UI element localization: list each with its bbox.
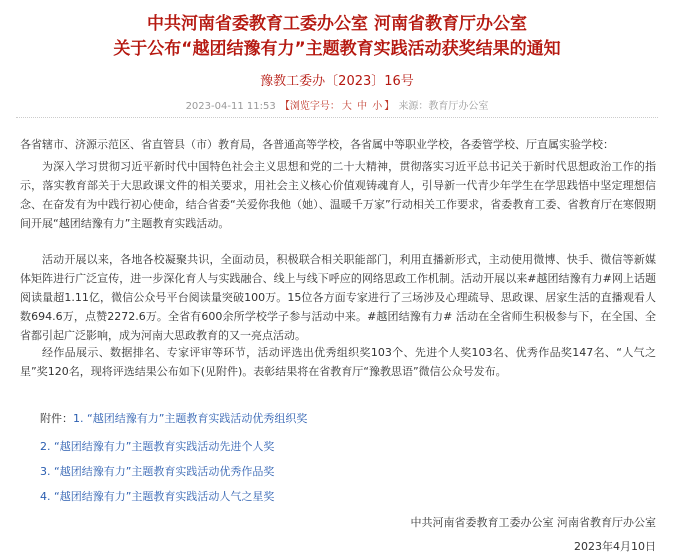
attachment-link-3[interactable]: 3. “越团结豫有力”主题教育实践活动优秀作品奖 [40, 465, 275, 478]
font-size-small-button[interactable]: 小 [372, 101, 383, 112]
font-size-medium-button[interactable]: 中 [357, 101, 368, 112]
article-source: 来源：教育厅办公室 [398, 101, 489, 112]
issue-date: 2023年4月10日 [574, 540, 656, 553]
header-divider [16, 117, 658, 118]
document-number: 豫教工委办〔2023〕16号 [260, 74, 414, 89]
publish-datetime: 2023-04-11 11:53 [185, 101, 276, 112]
attachment-link-4[interactable]: 4. “越团结豫有力”主题教育实践活动人气之星奖 [40, 490, 275, 503]
attachments-label: 附件： [40, 412, 73, 425]
article-meta [0, 97, 674, 112]
font-size-label: 【浏览字号： [279, 101, 340, 112]
attachment-link-1[interactable]: 1. “越团结豫有力”主题教育实践活动优秀组织奖 [73, 412, 308, 425]
attachment-row-4 [40, 489, 274, 505]
body-paragraph-2: 活动开展以来，各地各校凝聚共识，全面动员，积极联合相关职能部门，利用直播新形式，主动使用微博、快手、微信等新媒体矩阵进行广泛宣传，进一步深化育人与实践融合、线上与线下呼应的网络思政工作机制。活动开展以来#越团结豫有力#网上话题阅读量超1.11亿，微信公众号平台阅读量突破100万。15位各方面专家进行了三场涉及心理疏导、思政课、居家生活的直播观看人数694.6万，点赞2272.6万。全省有600余所学校学子参与活动中来。#越团结豫有力# 活动在全省师生积极参与下，在全国、全省都引起广泛影响，成为河南大思政教育的又一亮点活动。 [20, 253, 656, 342]
page-title-line-1: 中共河南省委教育工委办公室 河南省教育厅办公室 [147, 14, 527, 34]
font-size-big-button[interactable]: 大 [341, 101, 352, 112]
attachment-link-2[interactable]: 2. “越团结豫有力”主题教育实践活动先进个人奖 [40, 440, 275, 453]
body-paragraph-1: 为深入学习贯彻习近平新时代中国特色社会主义思想和党的二十大精神，贯彻落实习近平总书记关于新时代思想政治工作的指示，落实教育部关于大思政课文件的相关要求，用社会主义核心价值观铸魂育人，引导新一代青少年学生在学思践悟中坚定理想信念、在奋发有为中践行初心使命，结合省委“关爱你我他（她）、温暖千万家”行动相关工作要求，省委教育工委、省教育厅在寒假期间开展“越团结豫有力”主题教育实践活动。 [20, 160, 656, 230]
body-paragraph-3: 经作品展示、数据排名、专家评审等环节，活动评选出优秀组织奖103个、先进个人奖103名、优秀作品奖147名、“人气之星”奖120名，现将评选结果公布如下(见附件)。表彰结果将在省教育厅“豫教思语”微信公众号发布。 [20, 346, 656, 378]
font-size-close-bracket: 】 [384, 101, 395, 112]
attachment-row-2 [40, 439, 274, 455]
attachment-row-3 [40, 464, 274, 480]
salutation: 各省辖市、济源示范区、省直管县（市）教育局，各普通高等学校，各省属中等职业学校，各委管学校、厅直属实验学校： [20, 138, 614, 151]
font-size-switcher [279, 101, 399, 112]
signer: 中共河南省委教育工委办公室 河南省教育厅办公室 [410, 516, 656, 529]
page-title-line-2: 关于公布“越团结豫有力”主题教育实践活动获奖结果的通知 [113, 39, 561, 59]
attachment-row-1 [40, 411, 307, 427]
